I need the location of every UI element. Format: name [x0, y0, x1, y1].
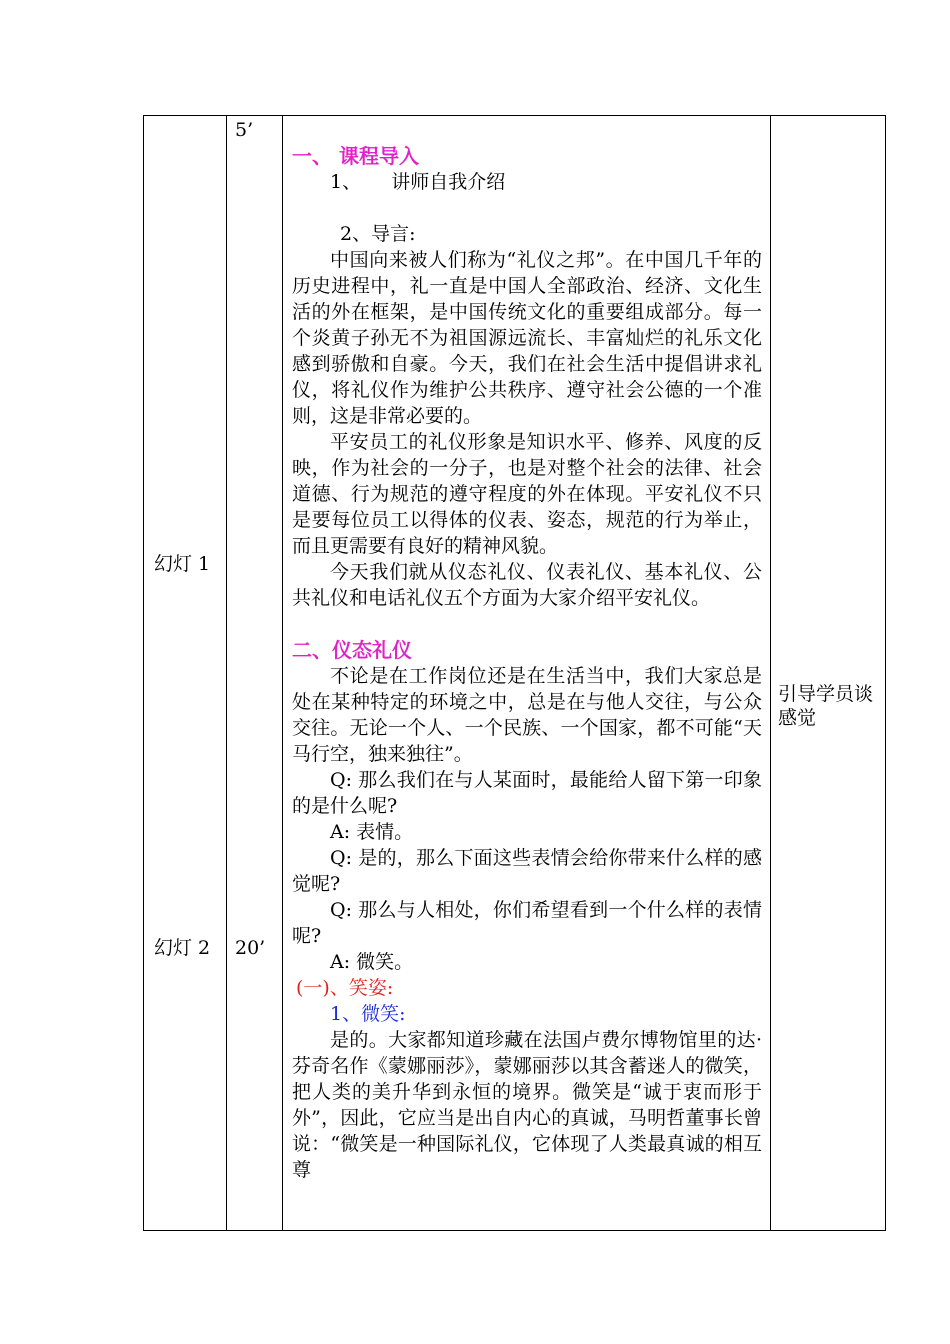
paragraph: 不论是在工作岗位还是在生活当中，我们大家总是处在某种特定的环境之中，总是在与他人交往，与公众交往。无论一个人、一个民族、一个国家，都不可能“天马行空，独来独往”。 — [292, 665, 762, 765]
slide-cell-1: 幻灯 1 — [154, 553, 211, 575]
paragraph: 是的。大家都知道珍藏在法国卢费尔博物馆里的达·芬奇名作《蒙娜丽莎》，蒙娜丽莎以其含蓄迷人的微笑，把人类的美升华到永恒的境界。微笑是“诚于衷而形于外”，因此，它应当是出自内心的真诚，马明哲董事长曾说：“微笑是一种国际礼仪，它体现了人类最真诚的相互尊 — [292, 1029, 762, 1181]
question: Q: 那么与人相处，你们希望看到一个什么样的表情呢? — [292, 899, 762, 947]
section-title-posture: 二、仪态礼仪 — [292, 638, 412, 662]
paragraph: 中国向来被人们称为“礼仪之邦”。在中国几千年的历史进程中，礼一直是中国人全部政治、经济、文化生活的外在框架，是中国传统文化的重要组成部分。每一个炎黄子孙无不为祖国源远流长、丰富灿烂的礼乐文化感到骄傲和自豪。今天，我们在社会生活中提倡讲求礼仪，将礼仪作为维护公共秩序、遵守社会公德的一个准则，这是非常必要的。 — [292, 249, 762, 427]
slide-cell-2: 幻灯 2 — [154, 937, 211, 959]
time-cell-2: 20’ — [235, 937, 266, 959]
list-item: 2、导言: — [340, 223, 416, 245]
column-divider — [282, 116, 283, 1230]
column-divider — [226, 116, 227, 1230]
column-divider — [770, 116, 771, 1230]
lesson-plan-table — [143, 115, 886, 1231]
answer: A: 表情。 — [330, 821, 414, 843]
paragraph: 平安员工的礼仪形象是知识水平、修养、风度的反映，作为社会的一分子，也是对整个社会的法律、社会道德、行为规范的遵守程度的外在体现。平安礼仪不只是要每位员工以得体的仪表、姿态，规范的行为举止，而且更需要有良好的精神风貌。 — [292, 431, 762, 557]
paragraph: 今天我们就从仪态礼仪、仪表礼仪、基本礼仪、公共礼仪和电话礼仪五个方面为大家介绍平安礼仪。 — [292, 561, 762, 609]
subsection-item: 1、微笑: — [330, 1003, 406, 1025]
time-cell-1: 5’ — [235, 119, 254, 141]
question: Q: 那么我们在与人某面时，最能给人留下第一印象的是什么呢? — [292, 769, 762, 817]
subsection-title: (一)、笑姿: — [296, 977, 394, 999]
question: Q: 是的，那么下面这些表情会给你带来什么样的感觉呢? — [292, 847, 762, 895]
lesson-content — [292, 143, 762, 1183]
section-title-intro: 一、 课程导入 — [292, 144, 419, 168]
list-item: 1、 讲师自我介绍 — [330, 171, 506, 193]
answer: A: 微笑。 — [330, 951, 414, 973]
teaching-notes: 引导学员谈感觉 — [778, 683, 874, 729]
